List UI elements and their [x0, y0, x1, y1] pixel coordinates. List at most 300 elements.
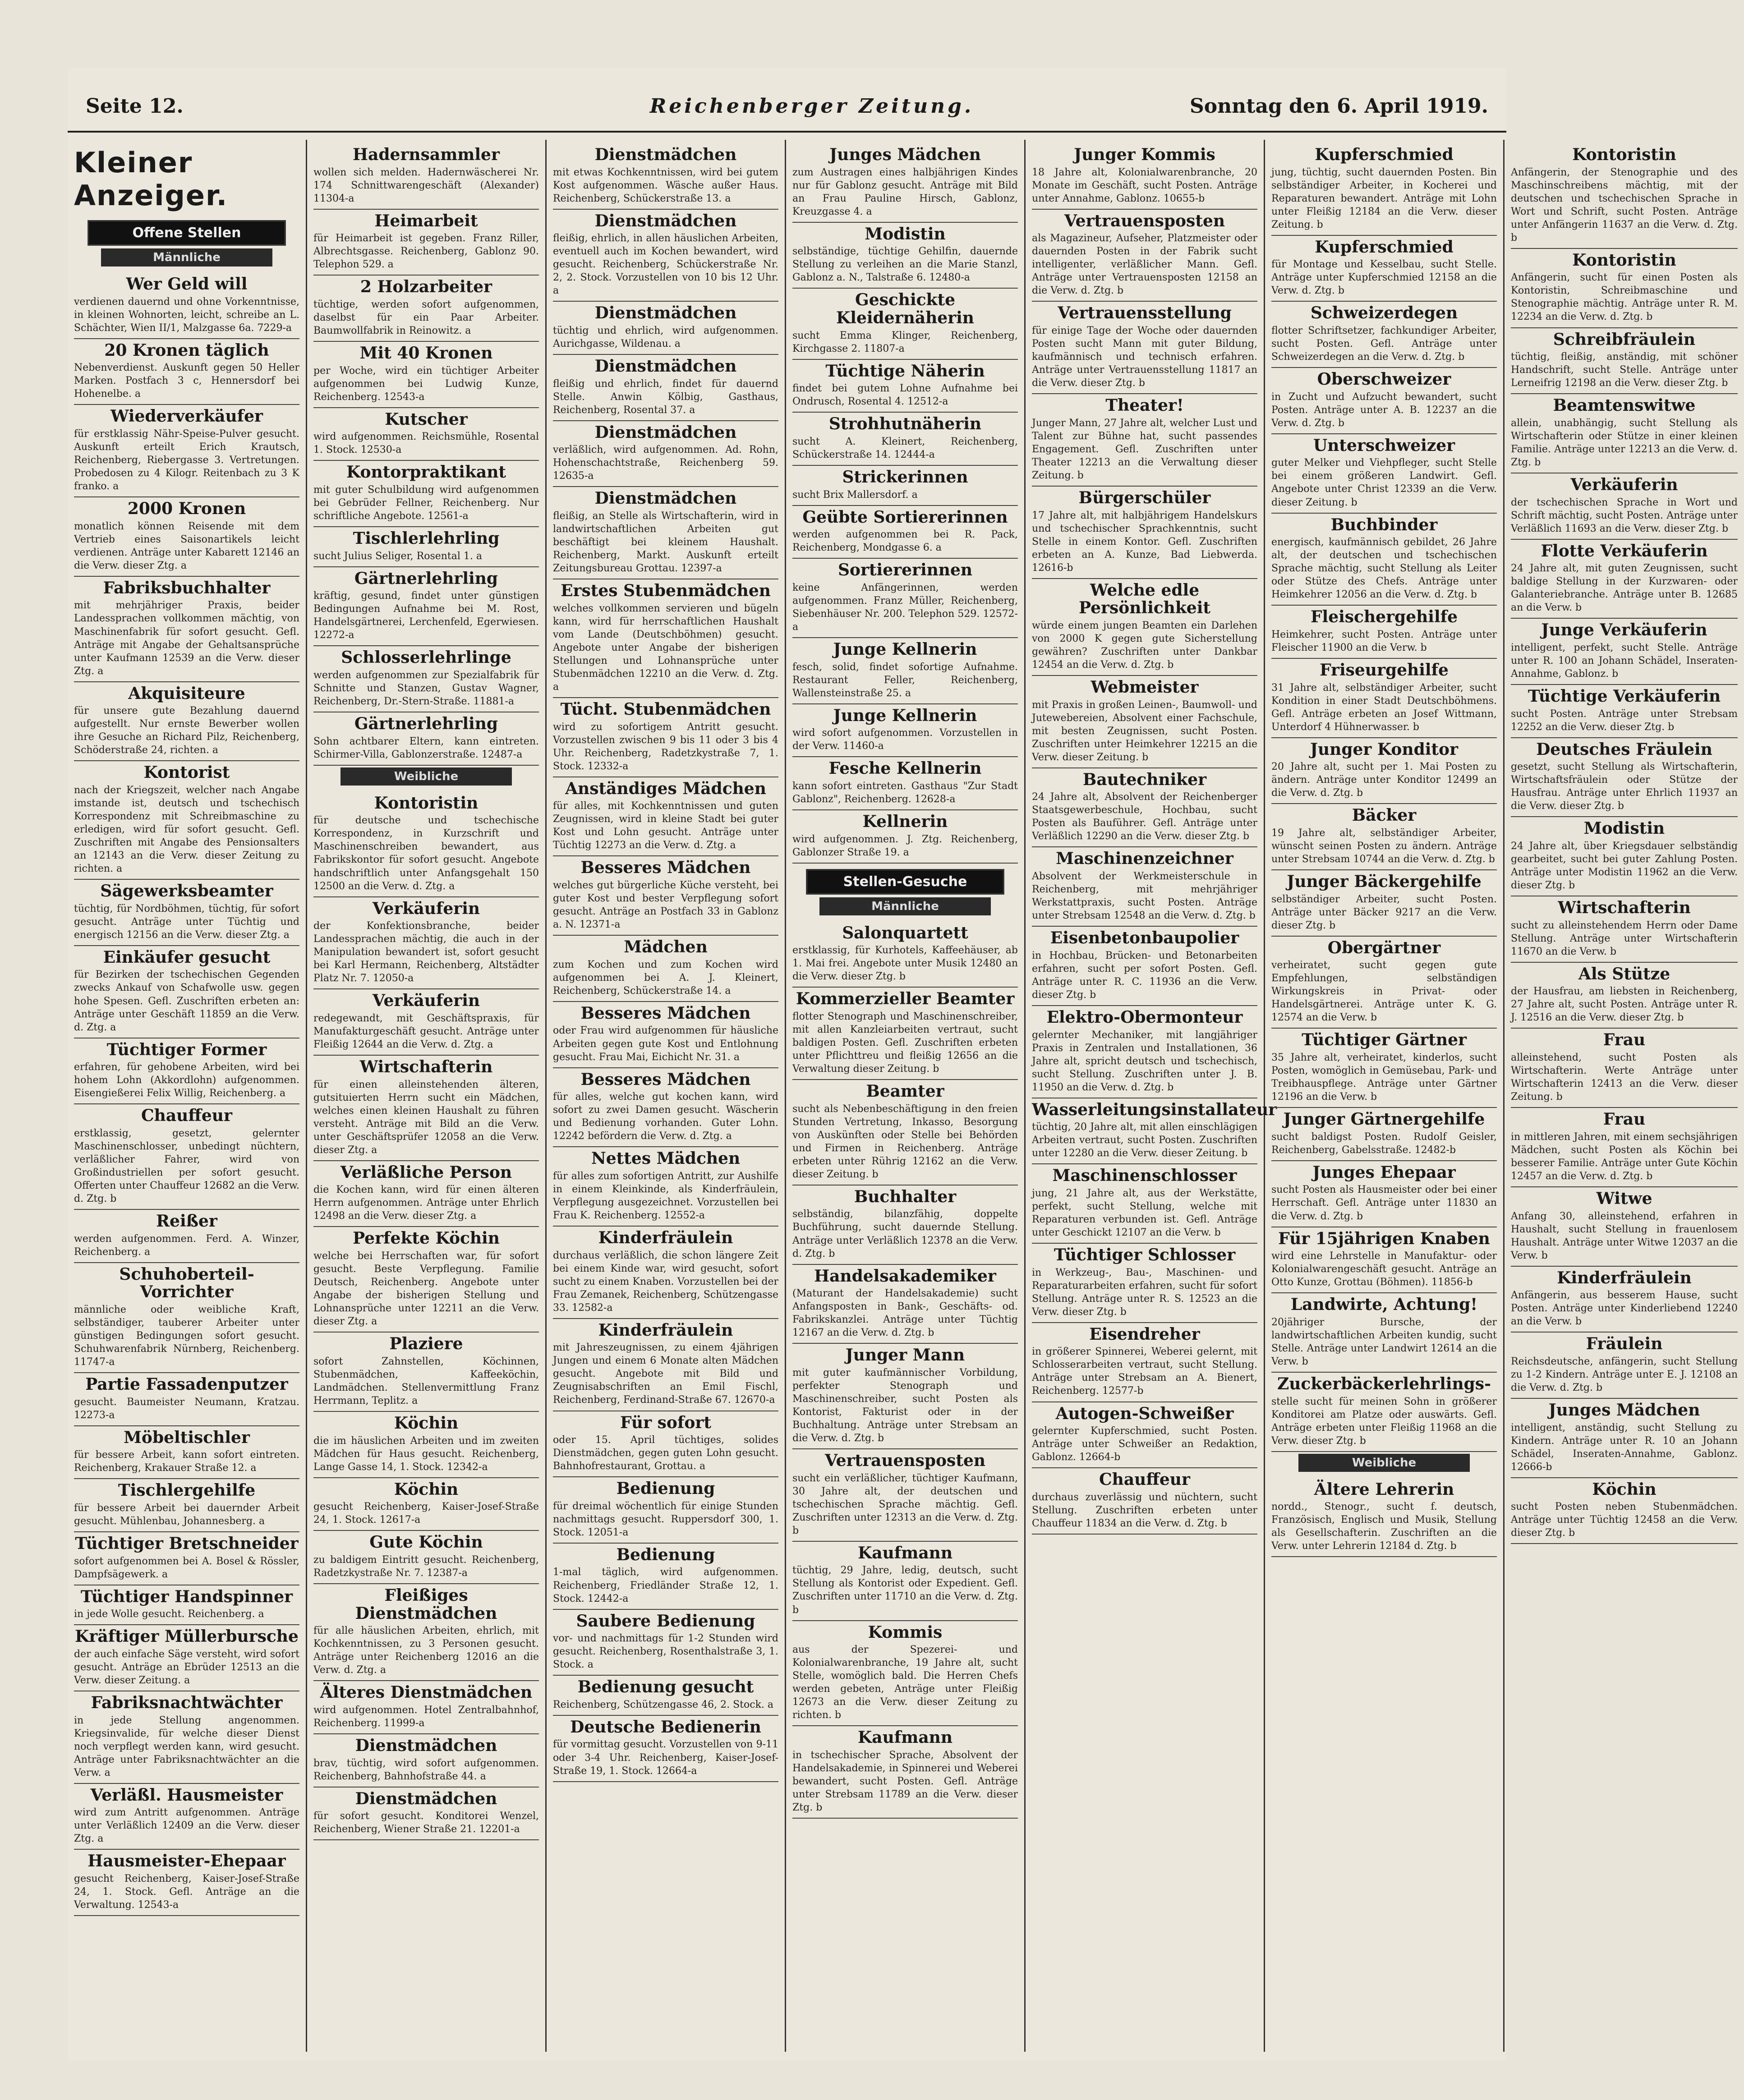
ad-text: werden aufgenommen bei R. Pack, Reichenberg, Mondgasse 6. a: [792, 529, 1018, 554]
ad-title: Junger Kommis: [1074, 145, 1215, 164]
ad-title: Strohhutnäherin: [828, 414, 982, 434]
ad-text: Nebenverdienst. Auskunft gegen 50 Heller Marken. Postfach 3 c, Hennersdorf bei Hohenelbe. a: [74, 362, 299, 400]
ad-title: Bäcker: [1352, 806, 1417, 825]
classified-ad: [313, 1333, 539, 1412]
ad-title: Kontorist: [143, 763, 230, 782]
ad-title: Schreibfräulein: [1553, 330, 1696, 349]
classified-ad: [1032, 302, 1257, 394]
subsection-heading: Männliche: [101, 248, 272, 267]
ad-text: tüchtig, 29 Jahre, ledig, deutsch, sucht Stellung als Kontorist oder Expedient. Gefl. Zuschriften unter 11710 an die Verw. d. Ztg. b: [792, 1565, 1018, 1616]
column-2: [307, 140, 547, 2052]
ad-title: Tischlerlehrling: [353, 529, 500, 548]
ad-text: gesetzt, sucht Stellung als Wirtschafterin, Wirtschaftsfräulein oder Stütze der Hausfrau. Anträge unter Ehrlich 11937 an die Verw. dieser Ztg. b: [1511, 761, 1738, 812]
classified-ad: [792, 1621, 1018, 1727]
ad-text: für deutsche und tschechische Korrespondenz, in Kurzschrift und Maschinenschreiben bewandert, aus Fabrikskontor für sofort gesucht. Angebote handschriftlich unter Anfangsgehalt 150 12500 an die Verw. d. Ztg. a: [313, 815, 539, 892]
ad-text: Junger Mann, 27 Jahre alt, welcher Lust und Talent zur Bühne hat, sucht passendes Engagement. Gefl. Zuschriften unter Theater 12213 an die Verwaltung dieser Zeitung. b: [1032, 417, 1257, 481]
classified-ad: [1511, 1029, 1738, 1108]
ad-title: Ältere Lehrerin: [1314, 1480, 1454, 1499]
classified-ad: [792, 988, 1018, 1080]
ad-title: Maschinenschlosser: [1052, 1166, 1237, 1186]
classified-ad: [1032, 1164, 1257, 1244]
section-heading: Offene Stellen: [87, 220, 286, 246]
classified-ad: [792, 289, 1018, 359]
ad-title: Frau: [1603, 1030, 1646, 1050]
ad-title: Junger Konditor: [1310, 740, 1459, 759]
ad-title: Sortiererinnen: [837, 561, 973, 580]
ad-title: Deutsche Bedienerin: [570, 1717, 761, 1737]
ad-title: Autogen-Schweißer: [1055, 1404, 1234, 1423]
classified-ad: [792, 757, 1018, 810]
ad-title: Kinderfräulein: [598, 1320, 733, 1340]
ad-text: gesucht. Baumeister Neumann, Kratzau. 12273-a: [74, 1396, 299, 1421]
ad-text: selbständiger Arbeiter, sucht Posten. Anträge unter Bäcker 9217 an die Verw. dieser Ztg. b: [1271, 893, 1497, 931]
column-7: [1505, 140, 1744, 2052]
ad-title: Theater!: [1105, 396, 1184, 415]
classified-ad: [792, 413, 1018, 466]
ad-title: Schweizerdegen: [1310, 303, 1458, 323]
classified-ad: [553, 1676, 778, 1716]
ad-text: flotter Schriftsetzer, fachkundiger Arbeiter, sucht Posten. Gefl. Anträge unter Schweizerdegen an die Verw. d. Ztg. b: [1271, 325, 1497, 363]
ad-text: oder Frau wird aufgenommen für häusliche Arbeiten gegen gute Kost und Entlohnung gesucht. Frau Mai, Eichicht Nr. 31. a: [553, 1025, 778, 1063]
classified-ad: [74, 1373, 299, 1426]
ad-title: Dienstmädchen: [594, 489, 737, 508]
classified-ad: [74, 946, 299, 1039]
ad-text: der Konfektionsbranche, beider Landessprachen mächtig, die auch in der Manipulation bewandert ist, sofort gesucht bei Karl Hermann, Reichenberg, Altstädter Platz Nr. 7. 12050-a: [313, 920, 539, 984]
ad-title: Kinderfräulein: [1557, 1268, 1692, 1287]
ad-title: Bedienung: [616, 1479, 715, 1498]
ad-title: Dienstmädchen: [594, 357, 737, 376]
ad-title: Köchin: [1592, 1480, 1657, 1499]
ad-text: in größerer Spinnerei, Weberei gelernt, mit Schlosserarbeiten vertraut, sucht Stellung. Anträge unter Strebsam an A. Bienert, Reichenberg. 12577-b: [1032, 1346, 1257, 1397]
ad-title: Saubere Bedienung: [576, 1611, 755, 1631]
ad-text: kräftig, gesund, findet unter günstigen Bedingungen Aufnahme bei M. Rost, Handelsgärtnerei, Lerchenfeld, Egerwiesen. 12272-a: [313, 590, 539, 641]
ad-title: Maschinenzeichner: [1056, 849, 1233, 868]
ad-title: Einkäufer gesucht: [103, 947, 271, 967]
classified-ad: [1511, 328, 1738, 395]
classified-ad: [1032, 394, 1257, 487]
classified-ad: [74, 1532, 299, 1585]
ad-text: monatlich können Reisende mit dem Vertrieb eines Saisonartikels leicht verdienen. Anträge unter Kabarett 12146 an die Verw. dieser Ztg. a: [74, 520, 299, 571]
ad-text: für unsere gute Bezahlung dauernd aufgestellt. Nur ernste Bewerber wollen ihre Gesuche an Richard Pilz, Reichenberg, Schöderstraße 24, richten. a: [74, 705, 299, 756]
classified-ad: [74, 682, 299, 762]
classified-ad: [1271, 143, 1497, 236]
ad-title: Vertrauensstellung: [1058, 303, 1232, 323]
ad-text: mit Jahreszeugnissen, zu einem 4jährigen Jungen und einem 6 Monate alten Mädchen gesucht. Angebote mit Bild und Zeugnisabschriften an Emil Fischl, Reichenberg, Ferdinand-Straße 67. 12670-a: [553, 1342, 778, 1406]
ad-title: Beamtenswitwe: [1553, 396, 1696, 415]
classified-ad: [74, 1479, 299, 1532]
ad-title: Tücht. Stubenmädchen: [560, 700, 771, 719]
classified-ad: [1511, 1267, 1738, 1333]
ad-title: Modistin: [865, 224, 946, 244]
classified-ad: [313, 1227, 539, 1333]
classified-ad: [1032, 676, 1257, 768]
ad-text: sucht Brix Mallersdorf. a: [792, 489, 918, 501]
ad-title: Verläßliche Person: [340, 1163, 512, 1182]
ad-title: Sägewerksbeamter: [100, 882, 273, 901]
classified-ad: [792, 1542, 1018, 1621]
classified-ad: [313, 897, 539, 990]
ad-text: wird aufgenommen. J. Ztg. Reichenberg, Gablonzer Straße 19. a: [792, 833, 1018, 858]
ad-title: Modistin: [1583, 819, 1665, 838]
ad-text: sucht Posten neben Stubenmädchen. Anträge unter Tüchtig 12458 an die Verw. dieser Ztg. b: [1511, 1501, 1738, 1539]
classified-ad: [1032, 579, 1257, 676]
ad-text: 24 Jahre alt, Absolvent der Reichenberger Staatsgewerbeschule, Hochbau, sucht Posten als Bauführer. Gefl. Anträge unter Verläßlich 12290 an die Verw. dieser Ztg. b: [1032, 791, 1257, 842]
ad-text: für sofort gesucht. Konditorei Wenzel, Reichenberg, Wiener Straße 21. 12201-a: [313, 1811, 539, 1835]
classified-ad: [792, 1726, 1018, 1819]
classified-ad: [792, 360, 1018, 413]
ad-title: Bedienung gesucht: [577, 1677, 754, 1697]
classified-ad: [553, 1411, 778, 1478]
classified-ad: [1032, 487, 1257, 579]
classified-ad: [553, 936, 778, 1002]
ad-text: erfahren, für gehobene Arbeiten, wird bei hohem Lohn (Akkordlohn) aufgenommen. Eisengießerei Felix Willig, Reichenberg. a: [74, 1061, 299, 1099]
ad-title: Kontoristin: [1572, 250, 1676, 270]
ad-text: selbständig, bilanzfähig, doppelte Buchführung, sucht dauernde Stellung. Anträge unter Verläßlich 12378 an die Verw. d. Ztg. b: [792, 1209, 1018, 1259]
ad-text: in tschechischer Sprache, Absolvent der Handelsakademie, in Spinnerei und Weberei bewandert, sucht Posten. Gefl. Anträge unter Strebsam 11789 an die Verw. dieser Ztg. b: [792, 1749, 1018, 1814]
ad-text: verdienen dauernd und ohne Vorkenntnisse, in kleinen Wohnorten, leicht, schreibe an L. Schächter, Wien II/1, Malzgasse 6a. 7229-a: [74, 296, 299, 334]
ad-text: sucht Posten als Hausmeister oder bei einer Herrschaft. Gefl. Anträge unter 11830 an die Verw. d. Ztg. b: [1271, 1184, 1497, 1222]
ad-title: Landwirte, Achtung!: [1290, 1295, 1478, 1314]
ad-title: Fabriksbuchhalter: [103, 578, 271, 597]
subsection-heading: Weibliche: [1298, 1454, 1470, 1472]
ad-title: Junges Ehepaar: [1312, 1163, 1456, 1182]
ad-title: Elektro-Obermonteur: [1046, 1007, 1243, 1027]
classified-ad: [792, 1080, 1018, 1186]
ad-title: Wiederverkäufer: [110, 407, 263, 426]
classified-ad: [74, 405, 299, 497]
classified-ad: [1032, 768, 1257, 848]
ad-title: Friseurgehilfe: [1320, 660, 1449, 680]
classified-ad: [553, 1716, 778, 1782]
ad-text: 35 Jahre alt, verheiratet, kinderlos, sucht Posten, womöglich in Gemüsebau, Park- und Treibhauspflege. Anträge unter Gärtner 12196 an die Verw. b: [1271, 1052, 1497, 1103]
classified-ad: [1032, 927, 1257, 1006]
ad-text: intelligent, perfekt, sucht Stelle. Anträge unter R. 100 an Johann Schädel, Inseraten-Annahme, Gablonz. b: [1511, 642, 1738, 680]
ad-text: mit Praxis in großen Leinen-, Baumwoll- und Jutewebereien, Absolvent einer Fachschule, mit besten Zeugnissen, sucht Posten. Zuschriften unter Heimkehrer 12215 an die Verw. dieser Zeitung. b: [1032, 699, 1257, 763]
ad-text: gesucht Reichenberg, Kaiser-Josef-Straße 24, 1. Stock. 12617-a: [313, 1501, 539, 1526]
ad-text: 20jähriger Bursche, der landwirtschaftlichen Arbeiten kundig, sucht Stelle. Anträge unter Landwirt 12614 an die Verw. b: [1271, 1316, 1497, 1367]
ad-title: Besseres Mädchen: [580, 1003, 751, 1023]
ad-text: mit etwas Kochkenntnissen, wird bei gutem Kost aufgenommen. Wäsche außer Haus. Reichenberg, Schückerstraße 13. a: [553, 166, 778, 204]
ad-title: Tüchtige Verkäuferin: [1528, 687, 1721, 706]
classified-ad: [792, 1449, 1018, 1542]
classified-ad: [1032, 1098, 1277, 1165]
ad-title: Tüchtige Näherin: [825, 361, 985, 381]
ad-text: sofort Zahnstellen, Köchinnen, Stubenmädchen, Kaffeeköchin, Landmädchen. Stellenvermittlung Franz Herrmann, Teplitz. a: [313, 1356, 539, 1406]
ad-text: brav, tüchtig, wird sofort aufgenommen. Reichenberg, Bahnhofstraße 44. a: [313, 1757, 539, 1782]
ad-text: tüchtig und ehrlich, wird aufgenommen. Aurichgasse, Wildenau. a: [553, 325, 778, 350]
classified-ad: [1271, 514, 1497, 606]
ad-text: für bessere Arbeit, kann sofort eintreten. Reichenberg, Krakauer Straße 12. a: [74, 1449, 299, 1474]
ad-text: selbständige, tüchtige Gehilfin, dauernde Stellung zu verleihen an die Marie Stanzl, Gablonz a. N., Talstraße 6. 12480-a: [792, 246, 1018, 284]
ad-text: keine Anfängerinnen, werden aufgenommen. Franz Müller, Reichenberg, Siebenhäuser Nr. 200. Telephon 529. 12572-a: [792, 582, 1018, 633]
newspaper-title: Reichenberger Zeitung.: [649, 95, 974, 118]
ad-title: Geschickte Kleidernäherin: [836, 290, 974, 327]
ad-title: Heimarbeit: [374, 211, 478, 230]
ad-text: vor- und nachmittags für 1-2 Stunden wird gesucht. Reichenberg, Rosenthalstraße 3, 1. Stock. a: [553, 1633, 778, 1671]
ad-text: alleinstehend, sucht Posten als Wirtschafterin. Werte Anträge unter Wirtschafterin 12413 an die Verw. dieser Zeitung. b: [1511, 1052, 1738, 1103]
classified-ad: [1511, 1187, 1738, 1267]
ad-text: der auch einfache Säge versteht, wird sofort gesucht. Anträge an Ebrüder 12513 an die Verw. dieser Zeitung. a: [74, 1648, 299, 1686]
ad-text: tüchtig, für Nordböhmen, tüchtig, für sofort gesucht. Anträge unter Tüchtig und energisch 12156 an die Verw. dieser Ztg. a: [74, 903, 299, 941]
ad-text: flotter Stenograph und Maschinenschreiber, mit allen Kanzleiarbeiten vertraut, sucht baldigen Posten. Gefl. Zuschriften erbeten unter Pflichttreu und fleißig 12656 an die Verwaltung dieser Zeitung. b: [792, 1011, 1018, 1075]
ad-text: jung, 21 Jahre alt, aus der Werkstätte, perfekt, sucht Stellung, welche mit Reparaturen verbunden ist. Gefl. Anträge unter Geschickt 12107 an die Verw. b: [1032, 1187, 1257, 1239]
ad-title: Unterschweizer: [1313, 436, 1455, 455]
ad-text: findet bei gutem Lohne Aufnahme bei Ondrusch, Rosental 4. 12512-a: [792, 383, 1018, 408]
ad-title: Besseres Mädchen: [580, 1070, 751, 1089]
classified-ad: [74, 577, 299, 682]
page-number: Seite 12.: [86, 95, 184, 118]
ad-text: 24 Jahre alt, mit guten Zeugnissen, sucht baldige Stellung in der Kurzwaren- oder Galanteriebranche. Anträge unter B. 12685 an die Verw. b: [1511, 563, 1738, 614]
column-3: [547, 140, 786, 2052]
ad-text: tüchtige, werden sofort aufgenommen, daselbst für ein Paar Arbeiter. Baumwollfabrik in Reinowitz. a: [313, 299, 539, 337]
classified-ad: [1271, 1029, 1497, 1108]
ad-title: Salonquartett: [842, 923, 968, 942]
ad-title: Köchin: [394, 1413, 459, 1433]
ad-title: Partie Fassadenputzer: [85, 1375, 288, 1394]
ad-text: in mittleren Jahren, mit einem sechsjährigen Mädchen, sucht Posten als Köchin bei besserer Familie. Anträge unter Gute Köchin 12457 an die Verw. d. Ztg. b: [1511, 1131, 1738, 1182]
ad-title: Geübte Sortiererinnen: [802, 507, 1008, 527]
ad-title: Kaufmann: [857, 1728, 953, 1747]
ad-text: in Hochbau, Brücken- und Betonarbeiten erfahren, sucht per sofort Posten. Gefl. Anträge unter R. C. 11936 an die Verw. dieser Ztg. b: [1032, 950, 1257, 1001]
classified-ad: [553, 1227, 778, 1319]
ad-title: Deutsches Fräulein: [1536, 740, 1712, 759]
classified-ad: [553, 421, 778, 487]
ad-title: Eisendreher: [1089, 1324, 1200, 1344]
ad-text: nach der Kriegszeit, welcher nach Angabe imstande ist, deutsch und tschechisch Korrespondenz mit Schreibmaschine zu erledigen, wird für sofort gesucht. Gefl. Zuschriften mit Angabe des Pensionsalters an 12143 an die Verw. dieser Zeitung zu richten. a: [74, 784, 299, 875]
ad-title: Fräulein: [1586, 1334, 1663, 1354]
ad-text: der Hausfrau, am liebsten in Reichenberg, 27 Jahre alt, sucht Posten. Anträge unter R. J. 12516 an die Verw. dieser Ztg. b: [1511, 986, 1738, 1024]
ad-title: Dienstmädchen: [594, 423, 737, 442]
ad-text: Anfang 30, alleinstehend, erfahren in Haushalt, sucht Stellung in frauenlosem Haushalt. Anträge unter Witwe 12037 an die Verw. b: [1511, 1210, 1738, 1261]
ad-text: Anfängerin, sucht für einen Posten als Kontoristin, Schreibmaschine und Stenographie mächtig. Anträge unter R. M. 12234 an die Verw. d. Ztg. b: [1511, 272, 1738, 323]
ad-title: Älteres Dienstmädchen: [320, 1683, 533, 1702]
ad-text: mit guter Schulbildung wird aufgenommen bei Gebrüder Fellner, Reichenberg. Nur schriftliche Angebote. 12561-a: [313, 484, 539, 522]
classified-ad: [792, 922, 1018, 988]
ad-title: Verkäuferin: [372, 991, 480, 1011]
ad-title: Verkäuferin: [372, 899, 480, 918]
ad-title: Beamter: [866, 1082, 944, 1101]
classified-ad: [1271, 937, 1497, 1029]
ad-text: Reichsdeutsche, anfängerin, sucht Stellung zu 1-2 Kindern. Anträge unter E. J. 12108 an die Verw. d. Ztg. b: [1511, 1356, 1738, 1393]
ad-text: fleißig, ehrlich, in allen häuslichen Arbeiten, eventuell auch im Kochen bewandert, wird gesucht. Reichenberg, Schückerstraße Nr. 2, 2. Stock. Vorzustellen von 10 bis 12 Uhr. a: [553, 233, 778, 297]
ad-title: Junge Kellnerin: [833, 639, 977, 659]
ad-text: sucht zu alleinstehendem Herrn oder Dame Stellung. Anträge unter Wirtschafterin 11670 an die Verw. b: [1511, 919, 1738, 957]
ad-title: Verläßl. Hausmeister: [90, 1785, 283, 1805]
ad-title: Tüchtiger Handspinner: [80, 1587, 293, 1606]
classified-ad: [74, 1104, 299, 1210]
column-5: [1026, 140, 1277, 2052]
ad-title: Tüchtiger Former: [106, 1040, 267, 1059]
ad-text: für dreimal wöchentlich für einige Stunden nachmittags gesucht. Ruppersdorf 300, 1. Stock. 12051-a: [553, 1500, 778, 1538]
classified-ad: [313, 1734, 539, 1788]
ad-text: für alles, mit Kochkenntnissen und guten Zeugnissen, wird in kleine Stadt bei guter Kost und Lohn gesucht. Anträge unter Tüchtig 12273 an die Verw. d. Ztg. a: [553, 800, 778, 851]
classified-ad: [1511, 685, 1738, 738]
classified-ad: [313, 143, 539, 210]
ad-text: fesch, solid, findet sofortige Aufnahme. Restaurant Feller, Reichenberg, Wallensteinstraße 25. a: [792, 661, 1018, 699]
classified-ad: [553, 1068, 778, 1148]
ad-title: 2000 Kronen: [127, 499, 246, 519]
ad-title: Anständiges Mädchen: [565, 779, 766, 798]
ad-title: Kommis: [868, 1622, 943, 1642]
subsection-heading: Weibliche: [341, 767, 512, 786]
classified-ad: [1511, 817, 1738, 896]
classified-ad: [1032, 1006, 1257, 1098]
ad-text: zum Kochen und zum Kochen wird aufgenommen bei A. J. Kleinert, Reichenberg, Schückerstraße 14. a: [553, 959, 778, 997]
ad-title: Webmeister: [1091, 678, 1199, 697]
ad-title: Besseres Mädchen: [580, 858, 751, 878]
ad-text: 17 Jahre alt, mit halbjährigem Handelskurs und tschechischer Sprachkenntnis, sucht Stelle in einem Kontor. Gefl. Zuschriften erbeten an A. Kunze, Bad Liebwerda. 12616-b: [1032, 510, 1257, 574]
ad-text: gesucht Reichenberg, Kaiser-Josef-Straße 24, 1. Stock. Gefl. Anträge an die Verwaltung. 12543-a: [74, 1873, 299, 1911]
ad-title: Wirtschafterin: [1558, 898, 1691, 918]
ad-text: welche bei Herrschaften war, für sofort gesucht. Beste Verpflegung. Familie Deutsch, Reichenberg. Angebote unter Angabe der bisherigen Stellung und Lohnansprüche unter 12211 an die Verw. dieser Ztg. a: [313, 1250, 539, 1328]
ad-title: Gute Köchin: [369, 1533, 483, 1552]
classified-ad: [1271, 1478, 1497, 1558]
ad-title: Schuhoberteil-Vorrichter: [119, 1264, 254, 1302]
classified-ad: [792, 506, 1018, 559]
ad-text: in jede Wolle gesucht. Reichenberg. a: [74, 1608, 264, 1620]
classified-ad: [553, 1610, 778, 1676]
ad-title: Dienstmädchen: [355, 1736, 497, 1755]
ad-text: verheiratet, sucht gegen gute Empfehlungen, selbständigen Wirkungskreis in Privat- oder Handelsgärtnerei. Anträge unter K. G. 12574 an die Verw. b: [1271, 960, 1497, 1024]
ad-title: Fleißiges Dienstmädchen: [355, 1585, 497, 1623]
ad-text: aus der Spezerei- und Kolonialwarenbranche, 19 Jahre alt, sucht Stelle, womöglich bald. Die Herren Chefs werden gebeten, Anträge unter Fleißig 12673 an die Verw. dieser Zeitung zu richten. b: [792, 1644, 1018, 1721]
ad-title: Akquisiteure: [128, 684, 245, 703]
classified-ad: [1511, 394, 1738, 473]
classified-ad: [1271, 368, 1497, 434]
classified-ad: [1511, 963, 1738, 1029]
ad-text: redegewandt, mit Geschäftspraxis, für Manufakturgeschäft gesucht. Anträge unter Fleißig 12644 an die Verw. d. Ztg. a: [313, 1012, 539, 1050]
classified-ad: [313, 408, 539, 461]
classified-ad: [792, 223, 1018, 289]
ad-title: Erstes Stubenmädchen: [561, 581, 771, 601]
ad-text: wird eine Lehrstelle in Manufaktur- oder Kolonialwarengeschäft gesucht. Anträge an Otto Kunze, Grottau (Böhmen). 11856-b: [1271, 1250, 1497, 1288]
ad-title: Junges Mädchen: [1548, 1401, 1700, 1420]
ad-text: sofort aufgenommen bei A. Bosel & Rössler, Dampfsägewerk. a: [74, 1555, 299, 1580]
classified-ad: [1271, 1293, 1497, 1373]
ad-text: für vormittag gesucht. Vorzustellen von 9-11 oder 3-4 Uhr. Reichenberg, Kaiser-Josef-Straße 19, 1. Stock. 12664-a: [553, 1739, 778, 1777]
ad-title: Gärtnerlehrling: [354, 569, 498, 588]
ad-text: für alle häuslichen Arbeiten, ehrlich, mit Kochkenntnissen, zu 3 Personen gesucht. Anträge unter Reichenberg 12016 an die Verw. d. Ztg. a: [313, 1625, 539, 1676]
ad-text: fleißig, an Stelle als Wirtschafterin, wird in landwirtschaftlichen Arbeiten gut beschäftigt bei kleinem Haushalt. Reichenberg, Markt. Auskunft erteilt Zeitungsbureau Grottau. 12397-a: [553, 510, 778, 574]
classified-ad: [1271, 236, 1497, 302]
ad-text: oder 15. April tüchtiges, solides Dienstmädchen, gegen guten Lohn gesucht. Bahnhofrestaurant, Grottau. a: [553, 1434, 778, 1472]
classified-ad: [553, 777, 778, 857]
classified-ad: [553, 1477, 778, 1544]
ad-text: männliche oder weibliche Kraft, selbständiger, tauberer Arbeiter unter günstigen Bedingungen sofort gesucht. Schuhwarenfabrik Nürnberg, Reichenberg. 11747-a: [74, 1304, 299, 1368]
ad-text: nordd., Stenogr., sucht f. deutsch, Französisch, Englisch und Musik, Stellung als Gesellschafterin. Zuschriften an die Verw. unter Lehrerin 12184 d. Ztg. b: [1271, 1501, 1497, 1552]
ad-title: Chauffeur: [1099, 1470, 1190, 1489]
classified-ad: [74, 1691, 299, 1784]
ad-title: Obergärtner: [1327, 938, 1441, 957]
ad-text: 24 Jahre alt, über Kriegsdauer selbständig gearbeitet, sucht bei guter Zahlung Posten. Anträge unter Modistin 11962 an die Verw. dieser Ztg. b: [1511, 840, 1738, 891]
ad-text: der tschechischen Sprache in Wort und Schrift mächtig, sucht Posten. Anträge unter Verläßlich 11693 an die Verw. dieser Ztg. b: [1511, 496, 1738, 534]
column-6: [1265, 140, 1505, 2052]
ad-title: Fesche Kellnerin: [828, 759, 982, 778]
ad-text: 18 Jahre alt, Kolonialwarenbranche, 20 Monate im Geschäft, sucht Posten. Anträge unter Annahme, Gablonz. 10655-b: [1032, 166, 1257, 204]
classified-ad: [553, 302, 778, 355]
ad-title: Plaziere: [389, 1334, 463, 1354]
ad-text: per Woche, wird ein tüchtiger Arbeiter aufgenommen bei Ludwig Kunze, Reichenberg. 12543-a: [313, 365, 539, 403]
ad-text: Anfängerin, aus besserem Hause, sucht Posten. Anträge unter Kinderliebend 12240 an die Verw. b: [1511, 1290, 1738, 1328]
classified-ad: [1032, 1244, 1257, 1323]
ad-text: für alles zum sofortigen Antritt, zur Aushilfe in einem Kleinkinde, als Kinderfräulein, Verpflegung ausgezeichnet. Vorzustellen bei Frau K. Reichenberg. 12552-a: [553, 1170, 778, 1221]
ad-text: Sohn achtbarer Eltern, kann eintreten. Schirmer-Villa, Gablonzerstraße. 12487-a: [313, 735, 539, 760]
ad-title: Witwe: [1596, 1189, 1652, 1208]
ad-title: Tischlergehilfe: [118, 1481, 256, 1500]
ad-text: sucht Julius Seliger, Rosental 1. a: [313, 550, 483, 562]
ad-title: Nettes Mädchen: [591, 1149, 741, 1168]
ad-text: wird zu sofortigem Antritt gesucht. Vorzustellen zwischen 9 bis 11 oder 3 bis 4 Uhr. Reichenberg, Radetzkystraße 7, 1. Stock. 12332-a: [553, 721, 778, 772]
ad-title: Hausmeister-Ehepaar: [87, 1852, 286, 1871]
ad-text: für erstklassig Nähr-Speise-Pulver gesucht. Auskunft erteilt Erich Krautsch, Reichenberg, Riebergasse 3. Vertretungen. Probedosen zu 4 Kilogr. Reitenbach zu 3 K franko. a: [74, 428, 299, 492]
ad-title: Für sofort: [620, 1413, 711, 1432]
ad-title: Buchbinder: [1330, 515, 1438, 534]
ad-title: Verkäuferin: [1570, 475, 1678, 494]
ad-text: (Maturant der Handelsakademie) sucht Anfangsposten in Bank-, Geschäfts- od. Fabrikskanzlei. Anträge unter Tüchtig 12167 an die Verw. d. Ztg. b: [792, 1288, 1018, 1339]
ad-title: Bürgerschüler: [1078, 488, 1211, 507]
ad-text: mit mehrjähriger Praxis, beider Landessprachen vollkommen mächtig, von Maschinenfabrik für sofort gesucht. Gefl. Anträge mit Angabe der Gehaltsansprüche unter Kaufmann 12539 an die Verw. dieser Ztg. a: [74, 600, 299, 677]
ad-text: welches vollkommen servieren und bügeln kann, wird für herrschaftlichen Haushalt vom Lande (Deutschböhmen) gesucht. Angebote unter Angabe der bisherigen Stellungen und Lohnansprüche unter Stubenmädchen 12210 an die Verw. d. Ztg. a: [553, 602, 778, 693]
classified-ad: [553, 143, 778, 210]
classified-ad: [1511, 143, 1738, 249]
classified-ad: [1271, 870, 1497, 937]
classified-ad: [74, 761, 299, 880]
ad-title: Strickerinnen: [842, 467, 968, 487]
classified-ad: [74, 880, 299, 946]
ad-text: durchaus zuverlässig und nüchtern, sucht Stellung. Zuschriften erbeten unter Chauffeur 11834 an die Verw. d. Ztg. b: [1032, 1491, 1257, 1529]
classified-ad: [74, 339, 299, 405]
classified-ad: [74, 1625, 299, 1691]
ad-title: Buchhalter: [854, 1187, 957, 1206]
ad-text: 19 Jahre alt, selbständiger Arbeiter, wünscht seinen Posten zu ändern. Anträge unter Strebsam 10744 an die Verw. d. Ztg. b: [1271, 827, 1497, 865]
classified-ad: [74, 1210, 299, 1263]
ad-text: werden aufgenommen. Ferd. A. Winzer, Reichenberg. a: [74, 1233, 299, 1258]
ad-text: allein, unabhängig, sucht Stellung als Wirtschafterin oder Stütze in einer kleinen Familie. Anträge unter 12213 an die Verw. d. Ztg. b: [1511, 417, 1738, 468]
classified-ad: [1271, 302, 1497, 368]
classified-ad: [313, 792, 539, 897]
classified-ad: [1511, 473, 1738, 540]
classified-ad: [1271, 1227, 1497, 1294]
ad-text: erstklassig, gesetzt, gelernter Maschinenschlosser, unbedingt nüchtern, verläßlicher Fahrer, wird von Großindustriellen per sofort gesucht. Offerten unter Chauffeur 12682 an die Verw. d. Ztg. b: [74, 1127, 299, 1205]
classified-ad: [313, 1056, 539, 1161]
ad-title: Oberschweizer: [1317, 370, 1451, 389]
classified-ad: [74, 497, 299, 577]
issue-date: Sonntag den 6. April 1919.: [1190, 95, 1488, 118]
ad-title: Frau: [1603, 1110, 1646, 1129]
ad-text: intelligent, anständig, sucht Stellung zu Kindern. Anträge unter R. 10 an Johann Schädel, Inseraten-Annahme, Gablonz. 12666-b: [1511, 1422, 1738, 1473]
ad-title: Wirtschafterin: [359, 1057, 493, 1076]
classified-ad: [1511, 619, 1738, 685]
classified-ad: [1511, 1333, 1738, 1399]
ad-title: Zuckerbäckerlehrlings-: [1277, 1374, 1491, 1393]
classified-ad: [313, 712, 539, 766]
ad-text: kann sofort eintreten. Gasthaus "Zur Stadt Gablonz", Reichenberg. 12628-a: [792, 780, 1018, 805]
ad-text: gelernter Mechaniker, mit langjähriger Praxis in Zentralen und Installationen, 36 Jahre alt, spricht deutsch und tschechisch, sucht Stellung. Zuschriften unter J. B. 11950 an die Verw. d. Ztg. b: [1032, 1029, 1257, 1093]
ad-title: Für 15jährigen Knaben: [1278, 1229, 1490, 1248]
classified-ad: [313, 1681, 539, 1734]
classified-ad: [74, 1263, 299, 1373]
ad-title: Köchin: [394, 1480, 459, 1499]
ad-text: die Kochen kann, wird für einen älteren Herrn aufgenommen. Anträge unter Ehrlich 12498 an die Verw. dieser Ztg. a: [313, 1184, 539, 1222]
classified-ad: [313, 342, 539, 408]
ad-text: sucht Emma Klinger, Reichenberg, Kirchgasse 2. 11807-a: [792, 330, 1018, 354]
ad-title: Mit 40 Kronen: [359, 344, 493, 363]
ad-title: Kontoristin: [374, 793, 479, 813]
section-title: Kleiner Anzeiger.: [74, 146, 228, 212]
ad-text: sucht Posten. Anträge unter Strebsam 12252 an die Verw. dieser Ztg. b: [1511, 708, 1738, 733]
classified-ad: [313, 567, 539, 647]
ad-text: Anfängerin, der Stenographie und des Maschinschreibens mächtig, mit der deutschen und tschechischen Sprache in Wort und Schrift, sucht Posten. Anträge unter Anfängerin 11637 an die Verw. d. Ztg. b: [1511, 166, 1738, 244]
